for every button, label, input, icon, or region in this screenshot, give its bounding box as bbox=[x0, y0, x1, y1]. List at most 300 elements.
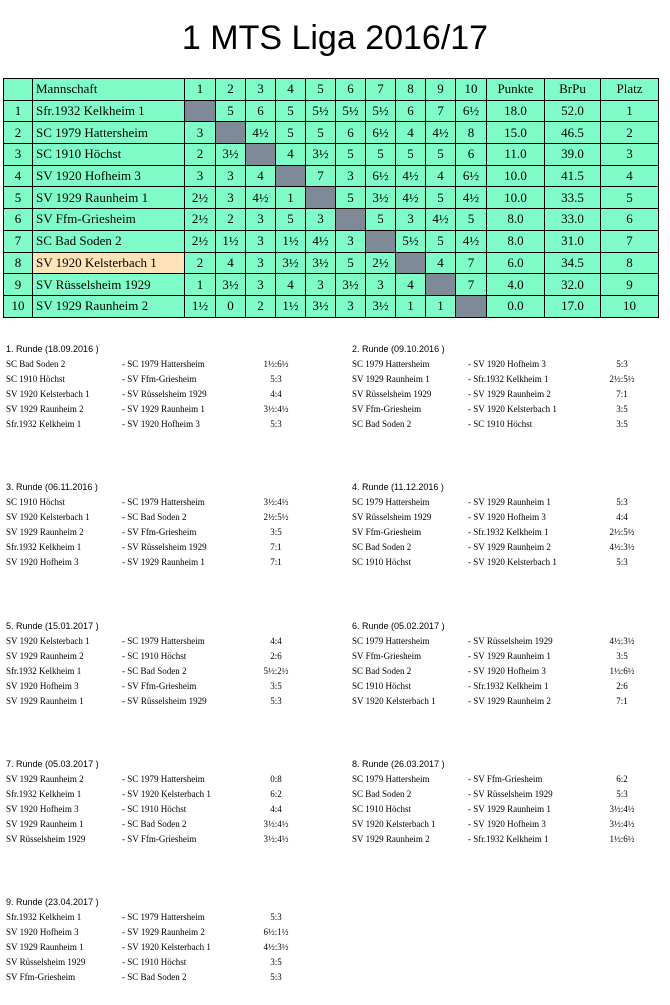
result-cell: 3 bbox=[306, 209, 336, 231]
game-result: 2½:5½ bbox=[609, 374, 635, 385]
game-result: 5:3 bbox=[270, 972, 282, 983]
home-team: SC Bad Soden 2 bbox=[352, 542, 412, 553]
result-cell: 6 bbox=[246, 100, 276, 122]
game-result: 3½:4½ bbox=[263, 834, 289, 845]
game-result: 5:3 bbox=[270, 696, 282, 707]
away-team: - SV 1929 Raunheim 1 bbox=[122, 404, 205, 415]
result-cell: 2 bbox=[216, 209, 246, 231]
result-cell: 3½ bbox=[366, 187, 396, 209]
result-cell: 5 bbox=[336, 187, 366, 209]
game-result: 2½:5½ bbox=[263, 512, 289, 523]
game-row bbox=[352, 787, 652, 802]
column-header: Mannschaft bbox=[33, 79, 185, 101]
result-cell: 6½ bbox=[456, 165, 487, 187]
points-cell: 6.0 bbox=[487, 252, 545, 274]
team-name-cell: Sfr.1932 Kelkheim 1 bbox=[33, 100, 185, 122]
result-cell: 3½ bbox=[216, 274, 246, 296]
column-header: 8 bbox=[396, 79, 426, 101]
board-points-cell: 17.0 bbox=[545, 295, 601, 317]
result-cell: 6 bbox=[456, 144, 487, 166]
board-points-cell: 52.0 bbox=[545, 100, 601, 122]
away-team: - SC 1979 Hattersheim bbox=[122, 912, 205, 922]
game-result: 4:4 bbox=[270, 804, 282, 815]
column-header: Punkte bbox=[487, 79, 545, 101]
result-cell: 5½ bbox=[306, 100, 336, 122]
away-team: - SC Bad Soden 2 bbox=[122, 819, 187, 830]
team-name-cell: SV 1929 Raunheim 2 bbox=[33, 295, 185, 317]
table-row bbox=[4, 100, 659, 122]
away-team: - SV 1920 Hofheim 3 bbox=[468, 359, 546, 369]
away-team: - SV 1920 Kelsterbach 1 bbox=[468, 557, 557, 568]
round-title: 5. Runde (15.01.2017 ) bbox=[6, 621, 99, 631]
away-team: - SV Ffm-Griesheim bbox=[468, 774, 543, 784]
result-cell: 5 bbox=[366, 144, 396, 166]
place-cell: 4 bbox=[601, 165, 659, 187]
round-title: 1. Runde (18.09.2016 ) bbox=[6, 344, 99, 354]
points-cell: 18.0 bbox=[487, 100, 545, 122]
place-cell: 9 bbox=[601, 274, 659, 296]
game-row bbox=[352, 694, 652, 709]
home-team: Sfr.1932 Kelkheim 1 bbox=[6, 789, 82, 800]
game-row bbox=[352, 664, 652, 679]
rank-cell: 5 bbox=[4, 187, 33, 209]
home-team: SV Rüsselsheim 1929 bbox=[352, 389, 432, 400]
result-cell: 7 bbox=[456, 252, 487, 274]
points-cell: 10.0 bbox=[487, 165, 545, 187]
column-header: BrPu bbox=[545, 79, 601, 101]
column-header: 10 bbox=[456, 79, 487, 101]
result-cell: 5 bbox=[336, 252, 366, 274]
self-match-cell bbox=[306, 187, 336, 209]
home-team: SC 1910 Höchst bbox=[6, 374, 66, 385]
result-cell: 8 bbox=[456, 122, 487, 144]
game-row bbox=[6, 772, 306, 787]
home-team: SV Ffm-Griesheim bbox=[352, 404, 422, 415]
table-row bbox=[4, 144, 659, 166]
result-cell: 4 bbox=[396, 274, 426, 296]
away-team: - SC 1910 Höchst bbox=[122, 957, 187, 968]
board-points-cell: 39.0 bbox=[545, 144, 601, 166]
game-row bbox=[6, 787, 306, 802]
home-team: SV Rüsselsheim 1929 bbox=[6, 957, 86, 968]
result-cell: 3 bbox=[246, 274, 276, 296]
rank-cell: 2 bbox=[4, 122, 33, 144]
self-match-cell bbox=[185, 100, 216, 122]
away-team: - SC Bad Soden 2 bbox=[122, 512, 187, 523]
column-header: 9 bbox=[426, 79, 456, 101]
home-team: SV Ffm-Griesheim bbox=[352, 651, 422, 662]
game-result: 3:5 bbox=[270, 681, 282, 692]
game-row bbox=[352, 525, 652, 540]
game-result: 3:5 bbox=[270, 527, 282, 538]
game-result: 4½:3½ bbox=[609, 542, 635, 553]
away-team: - SC Bad Soden 2 bbox=[122, 666, 187, 677]
away-team: - SV 1920 Hofheim 3 bbox=[468, 512, 546, 523]
result-cell: 2½ bbox=[366, 252, 396, 274]
rank-cell: 4 bbox=[4, 165, 33, 187]
home-team: SC 1910 Höchst bbox=[352, 804, 412, 815]
round-block bbox=[352, 480, 652, 575]
result-cell: 1½ bbox=[185, 295, 216, 317]
away-team: - SC 1979 Hattersheim bbox=[122, 774, 205, 784]
home-team: SV 1920 Hofheim 3 bbox=[6, 804, 79, 815]
column-header: 4 bbox=[276, 79, 306, 101]
result-cell: 7 bbox=[426, 100, 456, 122]
game-result: 2:6 bbox=[616, 681, 628, 692]
home-team: SC 1910 Höchst bbox=[352, 681, 412, 692]
away-team: - SV Rüsselsheim 1929 bbox=[468, 636, 553, 646]
game-row bbox=[6, 649, 306, 664]
game-row bbox=[6, 925, 306, 940]
home-team: SV 1920 Kelsterbach 1 bbox=[6, 389, 90, 400]
home-team: SV 1929 Raunheim 2 bbox=[6, 404, 84, 415]
away-team: - SV Rüsselsheim 1929 bbox=[122, 389, 207, 400]
result-cell: 4 bbox=[246, 165, 276, 187]
home-team: SC 1910 Höchst bbox=[352, 557, 412, 568]
home-team: SC Bad Soden 2 bbox=[352, 419, 412, 430]
game-result: 6:2 bbox=[270, 789, 282, 800]
table-row bbox=[4, 209, 659, 231]
game-row bbox=[6, 402, 306, 417]
game-result: 5:3 bbox=[616, 789, 628, 800]
result-cell: 5 bbox=[276, 122, 306, 144]
round-block bbox=[352, 757, 652, 852]
game-result: 7:1 bbox=[616, 696, 628, 707]
result-cell: 4½ bbox=[426, 209, 456, 231]
result-cell: 6½ bbox=[456, 100, 487, 122]
game-result: 3:5 bbox=[616, 419, 628, 430]
round-title: 3. Runde (06.11.2016 ) bbox=[6, 482, 98, 492]
result-cell: 4 bbox=[396, 122, 426, 144]
game-result: 0:8 bbox=[270, 774, 282, 784]
game-result: 3:5 bbox=[616, 404, 628, 415]
result-cell: 3 bbox=[246, 252, 276, 274]
home-team: SV Rüsselsheim 1929 bbox=[352, 512, 432, 523]
home-team: SV 1929 Raunheim 2 bbox=[6, 651, 84, 662]
away-team: - SC 1979 Hattersheim bbox=[122, 636, 205, 646]
team-name-cell: SC Bad Soden 2 bbox=[33, 230, 185, 252]
column-header: 1 bbox=[185, 79, 216, 101]
game-row bbox=[6, 970, 306, 985]
game-result: 4:4 bbox=[616, 512, 628, 523]
home-team: SV 1929 Raunheim 2 bbox=[352, 834, 430, 845]
game-result: 3:5 bbox=[270, 957, 282, 968]
result-cell: 5 bbox=[276, 100, 306, 122]
game-result: 5½:2½ bbox=[263, 666, 289, 677]
home-team: SC 1979 Hattersheim bbox=[352, 497, 430, 507]
result-cell: 2½ bbox=[185, 187, 216, 209]
game-row bbox=[6, 910, 306, 925]
result-cell: 2 bbox=[185, 144, 216, 166]
game-result: 4½:3½ bbox=[263, 942, 289, 953]
table-header-row bbox=[4, 79, 659, 101]
points-cell: 10.0 bbox=[487, 187, 545, 209]
home-team: SV 1920 Kelsterbach 1 bbox=[352, 696, 436, 707]
game-result: 3½:4½ bbox=[263, 404, 289, 415]
away-team: - SV Ffm-Griesheim bbox=[122, 374, 197, 385]
place-cell: 2 bbox=[601, 122, 659, 144]
self-match-cell bbox=[426, 274, 456, 296]
away-team: - SV 1929 Raunheim 2 bbox=[122, 927, 205, 938]
page-title: 1 MTS Liga 2016/17 bbox=[181, 19, 489, 57]
round-title: 4. Runde (11.12.2016 ) bbox=[352, 482, 444, 492]
result-cell: 5 bbox=[426, 144, 456, 166]
away-team: - SV 1929 Raunheim 2 bbox=[468, 542, 551, 553]
round-block bbox=[6, 619, 306, 714]
round-title: 7. Runde (05.03.2017 ) bbox=[6, 759, 99, 769]
home-team: SV 1920 Hofheim 3 bbox=[6, 927, 79, 938]
place-cell: 1 bbox=[601, 100, 659, 122]
result-cell: 3½ bbox=[366, 295, 396, 317]
away-team: - SC 1979 Hattersheim bbox=[122, 497, 205, 507]
game-row bbox=[352, 772, 652, 787]
game-row bbox=[6, 387, 306, 402]
table-row bbox=[4, 295, 659, 317]
away-team: - Sfr.1932 Kelkheim 1 bbox=[468, 374, 549, 385]
away-team: - SV 1929 Raunheim 1 bbox=[468, 804, 551, 815]
result-cell: 5 bbox=[396, 144, 426, 166]
home-team: SV 1929 Raunheim 1 bbox=[6, 819, 84, 830]
game-row bbox=[352, 372, 652, 387]
result-cell: 3 bbox=[216, 165, 246, 187]
game-result: 6:2 bbox=[616, 774, 628, 784]
result-cell: 3 bbox=[336, 165, 366, 187]
away-team: - SV Rüsselsheim 1929 bbox=[122, 696, 207, 707]
table-row bbox=[4, 252, 659, 274]
game-result: 7:1 bbox=[270, 557, 282, 568]
column-header: Platz bbox=[601, 79, 659, 101]
home-team: Sfr.1932 Kelkheim 1 bbox=[6, 419, 82, 430]
game-row bbox=[352, 679, 652, 694]
result-cell: 2 bbox=[246, 295, 276, 317]
place-cell: 10 bbox=[601, 295, 659, 317]
away-team: - Sfr.1932 Kelkheim 1 bbox=[468, 527, 549, 538]
result-cell: 3 bbox=[396, 209, 426, 231]
result-cell: 4½ bbox=[426, 122, 456, 144]
away-team: - SV 1920 Kelsterbach 1 bbox=[122, 789, 211, 800]
away-team: - SC 1910 Höchst bbox=[122, 804, 187, 815]
result-cell: 3 bbox=[246, 230, 276, 252]
result-cell: 6 bbox=[396, 100, 426, 122]
game-row bbox=[352, 802, 652, 817]
game-result: 2½:5½ bbox=[609, 527, 635, 538]
away-team: - Sfr.1932 Kelkheim 1 bbox=[468, 681, 549, 692]
game-result: 1½:6½ bbox=[609, 834, 635, 845]
points-cell: 8.0 bbox=[487, 209, 545, 231]
standings-table bbox=[3, 78, 659, 318]
result-cell: 1½ bbox=[276, 230, 306, 252]
game-row bbox=[352, 555, 652, 570]
away-team: - SV 1929 Raunheim 1 bbox=[468, 497, 551, 507]
home-team: SV 1929 Raunheim 1 bbox=[352, 374, 430, 385]
result-cell: 3 bbox=[366, 274, 396, 296]
home-team: SV 1920 Kelsterbach 1 bbox=[6, 636, 90, 646]
self-match-cell bbox=[276, 165, 306, 187]
home-team: SC 1979 Hattersheim bbox=[352, 774, 430, 784]
game-row bbox=[6, 664, 306, 679]
game-row bbox=[352, 649, 652, 664]
round-block bbox=[6, 480, 306, 575]
home-team: SC 1979 Hattersheim bbox=[352, 636, 430, 646]
away-team: - SC Bad Soden 2 bbox=[122, 972, 187, 983]
home-team: SV Ffm-Griesheim bbox=[6, 972, 76, 983]
game-result: 5:3 bbox=[270, 419, 282, 430]
result-cell: 7 bbox=[456, 274, 487, 296]
game-result: 5:3 bbox=[270, 912, 282, 922]
home-team: SC 1910 Höchst bbox=[6, 497, 66, 507]
away-team: - SC 1979 Hattersheim bbox=[122, 359, 205, 369]
result-cell: 5½ bbox=[396, 230, 426, 252]
result-cell: 6 bbox=[336, 122, 366, 144]
result-cell: 1 bbox=[276, 187, 306, 209]
team-name-cell: SV 1920 Hofheim 3 bbox=[33, 165, 185, 187]
result-cell: 5½ bbox=[366, 100, 396, 122]
home-team: Sfr.1932 Kelkheim 1 bbox=[6, 912, 82, 922]
result-cell: 1 bbox=[396, 295, 426, 317]
result-cell: 4 bbox=[276, 274, 306, 296]
result-cell: 3½ bbox=[276, 252, 306, 274]
board-points-cell: 41.5 bbox=[545, 165, 601, 187]
home-team: SC Bad Soden 2 bbox=[6, 359, 66, 369]
round-title: 8. Runde (26.03.2017 ) bbox=[352, 759, 445, 769]
round-block bbox=[352, 619, 652, 714]
result-cell: 3 bbox=[336, 230, 366, 252]
place-cell: 7 bbox=[601, 230, 659, 252]
result-cell: 4 bbox=[426, 252, 456, 274]
result-cell: 4 bbox=[426, 165, 456, 187]
place-cell: 5 bbox=[601, 187, 659, 209]
game-row bbox=[352, 387, 652, 402]
home-team: SV Ffm-Griesheim bbox=[352, 527, 422, 538]
away-team: - SV 1929 Raunheim 1 bbox=[468, 651, 551, 662]
round-block bbox=[6, 342, 306, 437]
result-cell: 4½ bbox=[306, 230, 336, 252]
result-cell: 4 bbox=[216, 252, 246, 274]
home-team: Sfr.1932 Kelkheim 1 bbox=[6, 666, 82, 677]
game-row bbox=[6, 832, 306, 847]
game-row bbox=[6, 694, 306, 709]
result-cell: 3 bbox=[246, 209, 276, 231]
away-team: - SV 1920 Hofheim 3 bbox=[468, 819, 546, 830]
home-team: SC Bad Soden 2 bbox=[352, 789, 412, 800]
team-name-cell: SV Rüsselsheim 1929 bbox=[33, 274, 185, 296]
board-points-cell: 34.5 bbox=[545, 252, 601, 274]
rank-cell: 7 bbox=[4, 230, 33, 252]
result-cell: 1 bbox=[426, 295, 456, 317]
result-cell: 4½ bbox=[396, 165, 426, 187]
game-result: 3½:4½ bbox=[609, 804, 635, 815]
result-cell: 2 bbox=[185, 252, 216, 274]
result-cell: 4½ bbox=[456, 187, 487, 209]
column-header: 2 bbox=[216, 79, 246, 101]
game-row bbox=[352, 357, 652, 372]
rank-cell: 3 bbox=[4, 144, 33, 166]
away-team: - SV 1920 Kelsterbach 1 bbox=[468, 404, 557, 415]
away-team: - SV 1920 Hofheim 3 bbox=[468, 666, 546, 677]
home-team: SV 1920 Kelsterbach 1 bbox=[6, 512, 90, 523]
result-cell: 5 bbox=[216, 100, 246, 122]
round-block bbox=[6, 895, 306, 990]
away-team: - SV Rüsselsheim 1929 bbox=[468, 789, 553, 800]
game-row bbox=[6, 510, 306, 525]
result-cell: 3½ bbox=[306, 144, 336, 166]
game-row bbox=[6, 940, 306, 955]
game-result: 3:5 bbox=[616, 651, 628, 662]
away-team: - SV 1920 Kelsterbach 1 bbox=[122, 942, 211, 953]
board-points-cell: 31.0 bbox=[545, 230, 601, 252]
result-cell: 2½ bbox=[185, 209, 216, 231]
game-result: 5:3 bbox=[616, 359, 628, 369]
result-cell: 7 bbox=[306, 165, 336, 187]
game-row bbox=[6, 817, 306, 832]
home-team: SV 1929 Raunheim 2 bbox=[6, 527, 84, 538]
away-team: - SC 1910 Höchst bbox=[468, 419, 533, 430]
result-cell: 5 bbox=[276, 209, 306, 231]
away-team: - SV 1929 Raunheim 1 bbox=[122, 557, 205, 568]
away-team: - SV 1929 Raunheim 2 bbox=[468, 696, 551, 707]
self-match-cell bbox=[396, 252, 426, 274]
away-team: - Sfr.1932 Kelkheim 1 bbox=[468, 834, 549, 845]
place-cell: 3 bbox=[601, 144, 659, 166]
home-team: SV Rüsselsheim 1929 bbox=[6, 834, 86, 845]
points-cell: 15.0 bbox=[487, 122, 545, 144]
result-cell: 1 bbox=[185, 274, 216, 296]
game-result: 1½:6½ bbox=[263, 359, 289, 369]
round-title: 9. Runde (23.04.2017 ) bbox=[6, 897, 99, 907]
points-cell: 4.0 bbox=[487, 274, 545, 296]
game-result: 1½:6½ bbox=[609, 666, 635, 677]
table-row bbox=[4, 187, 659, 209]
result-cell: 3½ bbox=[306, 295, 336, 317]
board-points-cell: 33.5 bbox=[545, 187, 601, 209]
team-name-cell: SV Ffm-Griesheim bbox=[33, 209, 185, 231]
game-result: 2:6 bbox=[270, 651, 282, 662]
result-cell: 0 bbox=[216, 295, 246, 317]
game-row bbox=[6, 357, 306, 372]
self-match-cell bbox=[336, 209, 366, 231]
game-row bbox=[6, 955, 306, 970]
round-block bbox=[6, 757, 306, 852]
result-cell: 3 bbox=[336, 295, 366, 317]
table-row bbox=[4, 122, 659, 144]
game-row bbox=[6, 540, 306, 555]
game-result: 3½:4½ bbox=[263, 819, 289, 830]
result-cell: 3½ bbox=[216, 144, 246, 166]
game-result: 4:4 bbox=[270, 636, 282, 646]
team-name-cell: SC 1910 Höchst bbox=[33, 144, 185, 166]
game-result: 5:3 bbox=[616, 557, 628, 568]
home-team: SV 1929 Raunheim 1 bbox=[6, 942, 84, 953]
round-block bbox=[352, 342, 652, 437]
result-cell: 4½ bbox=[456, 230, 487, 252]
game-result: 5:3 bbox=[616, 497, 628, 507]
rank-cell: 6 bbox=[4, 209, 33, 231]
board-points-cell: 33.0 bbox=[545, 209, 601, 231]
points-cell: 11.0 bbox=[487, 144, 545, 166]
result-cell: 3 bbox=[216, 187, 246, 209]
result-cell: 6½ bbox=[366, 122, 396, 144]
game-row bbox=[6, 372, 306, 387]
away-team: - SV Ffm-Griesheim bbox=[122, 681, 197, 692]
home-team: SV 1920 Kelsterbach 1 bbox=[352, 819, 436, 830]
column-header: 6 bbox=[336, 79, 366, 101]
rank-cell: 9 bbox=[4, 274, 33, 296]
rank-cell: 8 bbox=[4, 252, 33, 274]
game-row bbox=[352, 510, 652, 525]
result-cell: 4 bbox=[276, 144, 306, 166]
result-cell: 5 bbox=[306, 122, 336, 144]
away-team: - SV Rüsselsheim 1929 bbox=[122, 542, 207, 553]
